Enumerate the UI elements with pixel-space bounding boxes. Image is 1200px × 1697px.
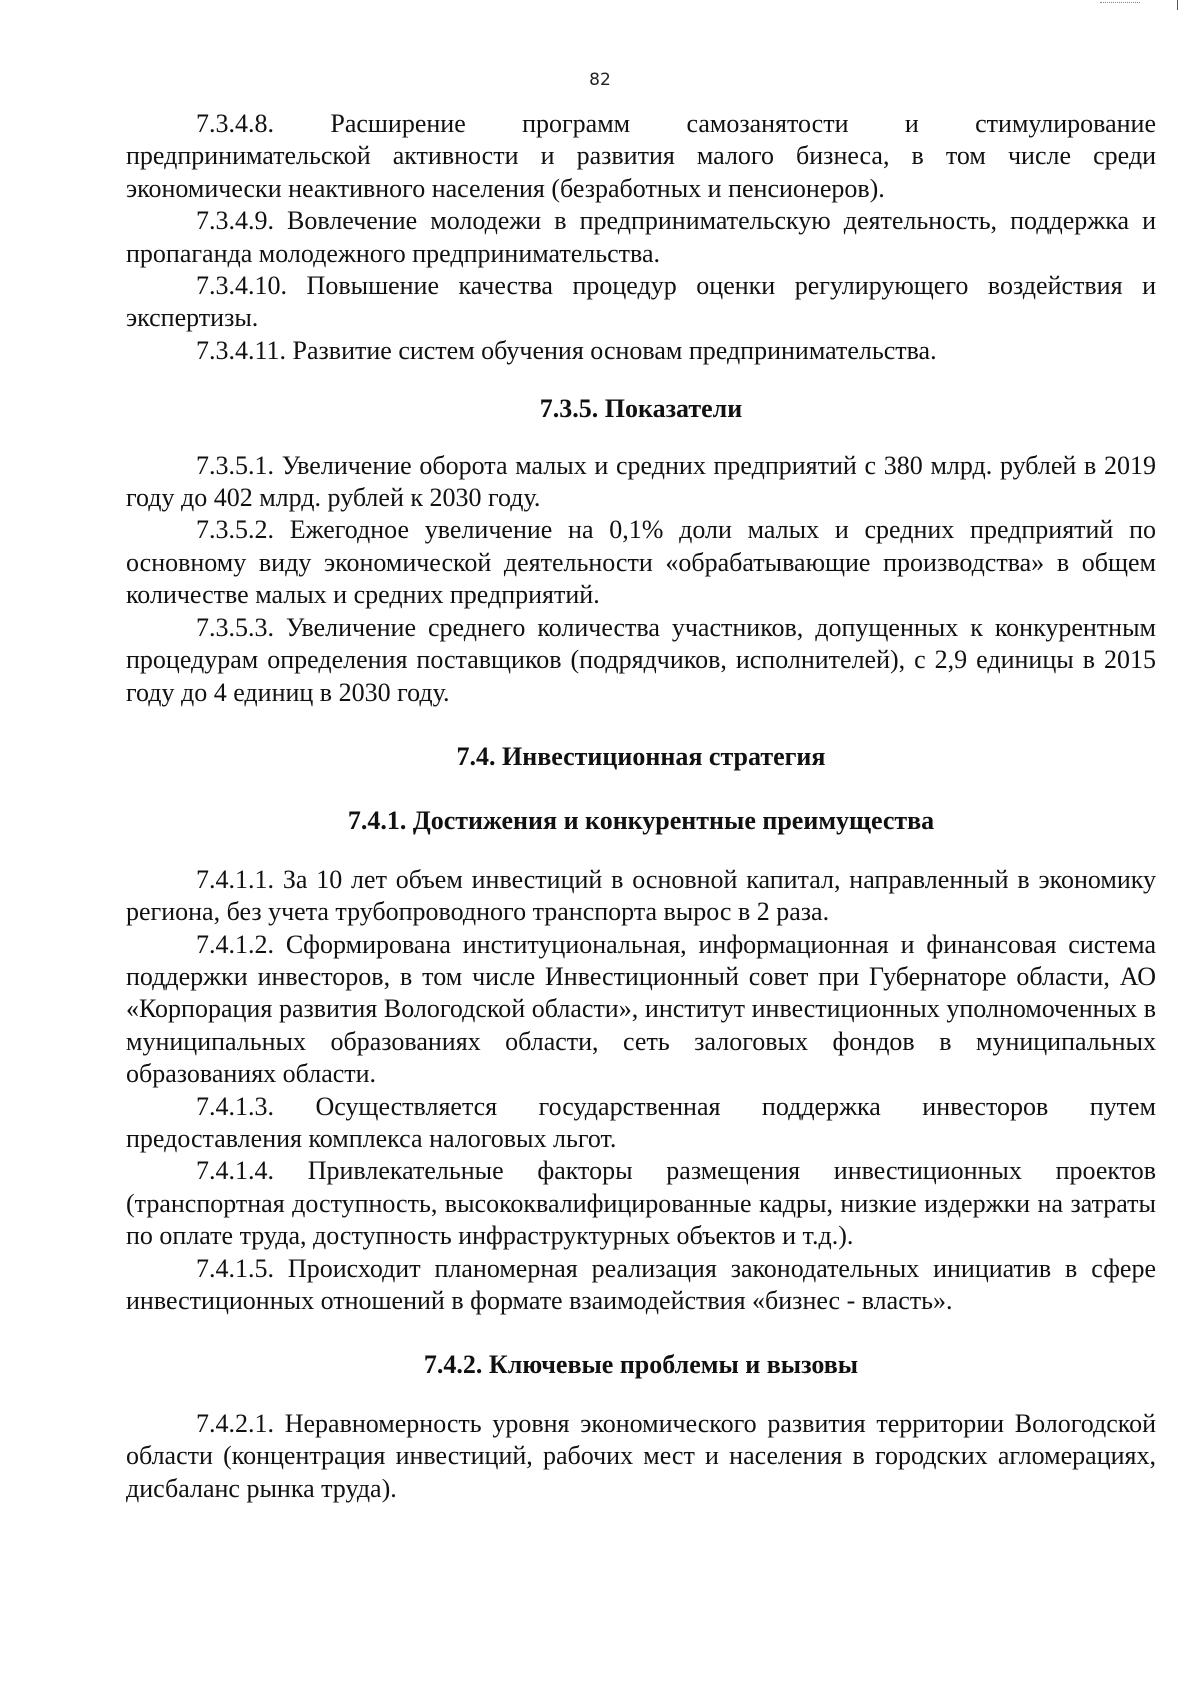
paragraph-7-4-2-1: 7.4.2.1. Неравномерность уровня экономического развития территории Вологодской области (концентрация инвестиций, рабочих мест и населения в городских агломерациях, дисбаланс рынка труда). xyxy=(126,1408,1156,1503)
paragraph-7-3-4-9: 7.3.4.9. Вовлечение молодежи в предпринимательскую деятельность, поддержка и пропаганда молодежного предпринимательства. xyxy=(126,206,1156,268)
paragraph-7-3-5-2: 7.3.5.2. Ежегодное увеличение на 0,1% доли малых и средних предприятий по основному виду экономической деятельности «обрабатывающие производства» в общем количестве малых и средних предприятий. xyxy=(126,515,1156,610)
paragraph-7-4-1-3: 7.4.1.3. Осуществляется государственная поддержка инвесторов путем предоставления комплекса налоговых льгот. xyxy=(126,1091,1156,1153)
paragraph-7-4-1-1: 7.4.1.1. За 10 лет объем инвестиций в основной капитал, направленный в экономику региона, без учета трубопроводного транспорта вырос в 2 раза. xyxy=(126,864,1156,927)
section-heading-indicators: 7.3.5. Показатели xyxy=(539,394,743,424)
page-number: 82 xyxy=(589,70,611,90)
section-heading-problems: 7.4.2. Ключевые проблемы и вызовы xyxy=(423,1350,859,1380)
document-body xyxy=(126,108,1156,1505)
scan-edge-mark xyxy=(1100,2,1140,4)
paragraph-7-4-1-4: 7.4.1.4. Привлекательные факторы размещения инвестиционных проектов (транспортная доступность, высококвалифицированные кадры, низкие издержки на затраты по оплате труда, доступность инфраструктурных объектов и т.д.). xyxy=(126,1156,1156,1251)
paragraph-7-3-5-1: 7.3.5.1. Увеличение оборота малых и средних предприятий с 380 млрд. рублей в 2019 году до 402 млрд. рублей к 2030 году. xyxy=(126,450,1156,513)
paragraph-7-3-5-3: 7.3.5.3. Увеличение среднего количества участников, допущенных к конкурентным процедурам определения поставщиков (подрядчиков, исполнителей), с 2,9 единицы в 2015 году до 4 единиц в 2030 году. xyxy=(126,612,1156,707)
scan-edge-tick xyxy=(1177,0,1178,10)
section-heading-investment-strategy: 7.4. Инвестиционная стратегия xyxy=(456,741,826,771)
section-heading-achievements: 7.4.1. Достижения и конкурентные преимущества xyxy=(347,806,935,836)
paragraph-7-4-1-5: 7.4.1.5. Происходит планомерная реализация законодательных инициатив в сфере инвестиционных отношений в формате взаимодействия «бизнес - власть». xyxy=(126,1253,1156,1315)
paragraph-7-4-1-2: 7.4.1.2. Сформирована институциональная, информационная и финансовая система поддержки инвесторов, в том числе Инвестиционный совет при Губернаторе области, АО «Корпорация развития Вологодской области», институт инвестиционных уполномоченных в муниципальных образованиях области, сеть залоговых фондов в муниципальных образованиях области. xyxy=(126,929,1156,1089)
paragraph-7-3-4-11: 7.3.4.11. Развитие систем обучения основам предпринимательства. xyxy=(196,335,937,365)
paragraph-7-3-4-10: 7.3.4.10. Повышение качества процедур оценки регулирующего воздействия и экспертизы. xyxy=(126,271,1156,333)
paragraph-7-3-4-8: 7.3.4.8. Расширение программ самозанятости и стимулирование предпринимательской активности и развития малого бизнеса, в том числе среди экономически неактивного населения (безработных и пенсионеров). xyxy=(126,109,1156,203)
